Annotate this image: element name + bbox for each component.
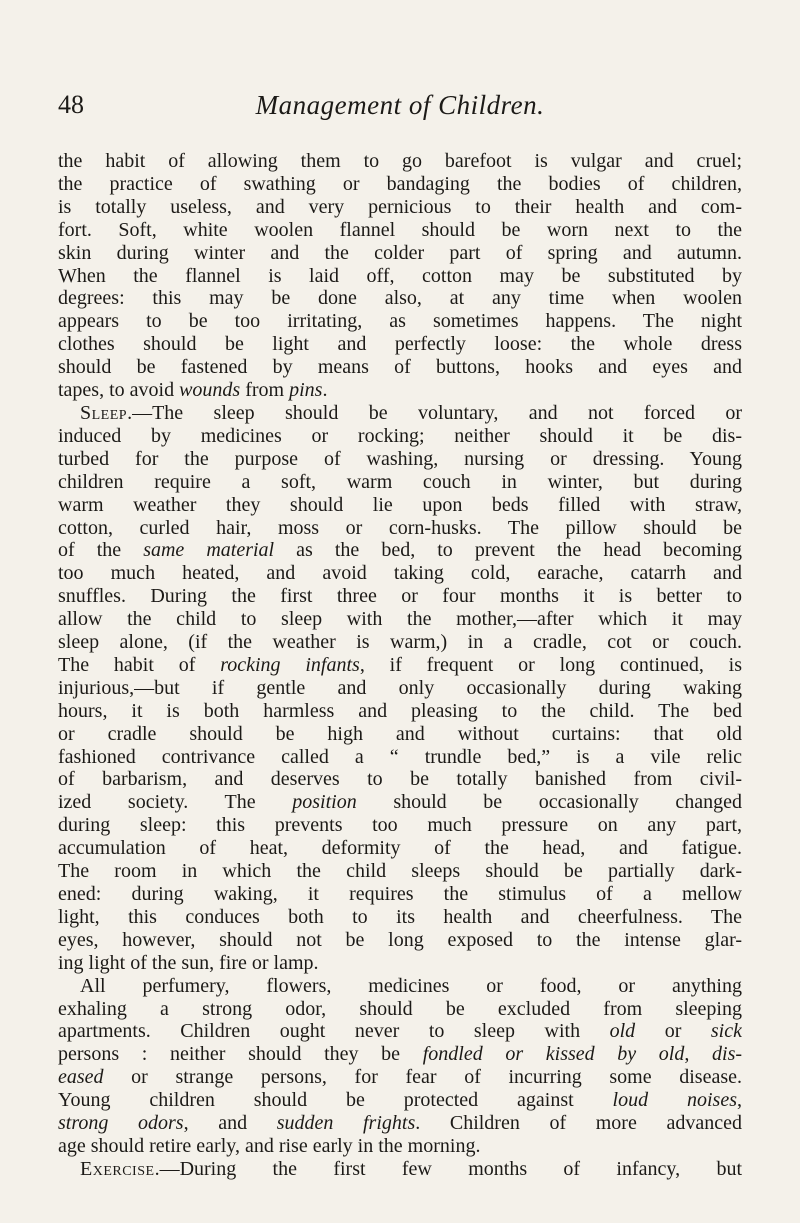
text-line <box>58 1066 742 1089</box>
text-segment: eyes, however, should not be long exposed to the intense glar- <box>58 928 742 951</box>
section-heading: Exercise <box>80 1157 155 1180</box>
text-segment: injurious,—but if gentle and only occasionally during waking <box>58 676 742 699</box>
text-line <box>58 746 742 769</box>
text-segment: cotton, curled hair, moss or corn-husks. The pillow should be <box>58 516 742 539</box>
text-line <box>58 494 742 517</box>
italic-text: loud noises <box>612 1089 737 1112</box>
text-line <box>58 219 742 242</box>
text-segment: When the flannel is laid off, cotton may be substituted by <box>58 264 742 287</box>
text-line <box>58 952 742 975</box>
text-line <box>58 1135 742 1158</box>
italic-text: fondled or kissed by old <box>422 1043 685 1066</box>
text-segment: snuffles. During the first three or four months it is better to <box>58 585 742 608</box>
text-line <box>58 1158 742 1181</box>
text-segment: .—The sleep should be voluntary, and not forced or <box>127 401 742 424</box>
running-head: Management of Children. <box>255 90 545 120</box>
italic-text: wounds <box>179 379 241 402</box>
text-line <box>58 448 742 471</box>
italic-text: pins <box>289 379 323 402</box>
text-segment: of the <box>58 539 144 562</box>
text-line <box>58 791 742 814</box>
text-line <box>58 608 742 631</box>
text-line <box>58 883 742 906</box>
text-line <box>58 539 742 562</box>
text-segment: clothes should be light and perfectly loose: the whole dress <box>58 333 742 356</box>
text-line <box>58 402 742 425</box>
text-line <box>58 631 742 654</box>
text-segment: sleep alone, (if the weather is warm,) in a cradle, cot or couch. <box>58 631 742 654</box>
text-segment: or <box>635 1020 711 1043</box>
italic-text: same material <box>143 539 275 562</box>
text-line <box>58 265 742 288</box>
text-segment: hours, it is both harmless and pleasing to the child. The bed <box>58 699 742 722</box>
text-segment: or cradle should be high and without curtains: that old <box>58 722 742 745</box>
body-text <box>58 150 742 1181</box>
text-segment: light, this conduces both to its health and cheerfulness. The <box>58 905 742 928</box>
text-segment: the habit of allowing them to go barefoot is vulgar and cruel; <box>58 150 742 172</box>
text-line <box>58 310 742 333</box>
text-segment: , and <box>183 1112 277 1135</box>
text-segment: degrees: this may be done also, at any time when woolen <box>58 287 742 310</box>
italic-text: sick <box>710 1020 742 1043</box>
text-segment: turbed for the purpose of washing, nursing or dressing. Young <box>58 447 742 470</box>
text-line <box>58 723 742 746</box>
text-line <box>58 1112 742 1135</box>
text-segment: apartments. Children ought never to sleep with <box>58 1020 610 1043</box>
text-line <box>58 677 742 700</box>
text-line <box>58 929 742 952</box>
text-line <box>58 585 742 608</box>
text-segment: appears to be too irritating, as sometimes happens. The night <box>58 310 742 333</box>
text-segment: All perfumery, flowers, medicines or food, or anything <box>80 974 742 997</box>
text-line <box>58 837 742 860</box>
text-segment: skin during winter and the colder part of spring and autumn. <box>58 241 742 264</box>
text-line <box>58 975 742 998</box>
text-segment: accumulation of heat, deformity of the head, and fatigue. <box>58 837 742 860</box>
text-line <box>58 471 742 494</box>
text-line <box>58 242 742 265</box>
text-segment: Young children should be protected against <box>58 1089 613 1112</box>
text-line <box>58 356 742 379</box>
text-segment: should be fastened by means of buttons, hooks and eyes and <box>58 356 742 379</box>
text-segment: should be occasionally changed <box>356 791 742 814</box>
text-segment: during sleep: this prevents too much pressure on any part, <box>58 814 742 837</box>
text-segment: The habit of <box>58 653 221 676</box>
text-line <box>58 906 742 929</box>
text-line <box>58 517 742 540</box>
text-segment: children require a soft, warm couch in winter, but during <box>58 470 742 493</box>
text-segment: as the bed, to prevent the head becoming <box>274 539 742 562</box>
text-segment: induced by medicines or rocking; neither should it be dis- <box>58 424 742 447</box>
italic-text: dis- <box>712 1043 742 1066</box>
text-line <box>58 860 742 883</box>
text-line <box>58 287 742 310</box>
text-line <box>58 173 742 196</box>
text-segment: . Children of more advanced <box>415 1112 742 1135</box>
text-segment: the practice of swathing or bandaging the bodies of children, <box>58 172 742 195</box>
text-segment: , <box>684 1043 713 1066</box>
text-segment: , <box>737 1089 742 1112</box>
text-segment: or strange persons, for fear of incurring some disease. <box>103 1066 742 1089</box>
text-segment: ened: during waking, it requires the stimulus of a mellow <box>58 883 742 905</box>
section-heading: Sleep <box>80 401 128 424</box>
text-line <box>58 768 742 791</box>
italic-text: strong odors <box>58 1112 184 1135</box>
text-segment: ized society. The <box>58 791 293 814</box>
text-line <box>58 379 742 402</box>
text-line <box>58 814 742 837</box>
text-segment: , if frequent or long continued, is <box>359 653 742 676</box>
text-line <box>58 562 742 585</box>
text-line <box>58 425 742 448</box>
text-segment: of barbarism, and deserves to be totally banished from civil- <box>58 768 742 791</box>
text-segment: allow the child to sleep with the mother,—after which it may <box>58 608 742 631</box>
text-segment: persons : neither should they be <box>58 1043 423 1066</box>
text-line <box>58 196 742 219</box>
text-segment: fashioned contrivance called a “ trundle bed,” is a vile relic <box>58 745 742 768</box>
page-number: 48 <box>58 90 84 119</box>
text-segment: from <box>240 379 290 402</box>
text-line <box>58 1020 742 1043</box>
text-segment: warm weather they should lie upon beds filled with straw, <box>58 493 742 516</box>
text-line <box>58 1043 742 1066</box>
text-segment: . <box>322 379 328 402</box>
text-line <box>58 654 742 677</box>
italic-text: rocking infants <box>220 653 360 676</box>
text-segment: is totally useless, and very pernicious to their health and com- <box>58 195 742 218</box>
text-segment: tapes, to avoid <box>58 379 180 402</box>
text-line <box>58 998 742 1021</box>
text-line <box>58 333 742 356</box>
text-segment: The room in which the child sleeps should be partially dark- <box>58 860 742 883</box>
text-segment: age should retire early, and rise early in the morning. <box>58 1134 481 1157</box>
text-segment: ing light of the sun, fire or lamp. <box>58 951 319 974</box>
text-segment: too much heated, and avoid taking cold, earache, catarrh and <box>58 562 742 585</box>
text-line <box>58 700 742 723</box>
text-segment: exhaling a strong odor, should be excluded from sleeping <box>58 997 742 1020</box>
text-line <box>58 150 742 173</box>
text-segment: .—During the first few months of infancy, but <box>154 1157 742 1180</box>
page-header <box>58 90 742 130</box>
italic-text: eased <box>58 1066 104 1089</box>
text-line <box>58 1089 742 1112</box>
italic-text: position <box>292 791 357 814</box>
italic-text: old <box>609 1020 636 1043</box>
text-segment: fort. Soft, white woolen flannel should be worn next to the <box>58 218 742 241</box>
italic-text: sudden frights <box>276 1112 416 1135</box>
